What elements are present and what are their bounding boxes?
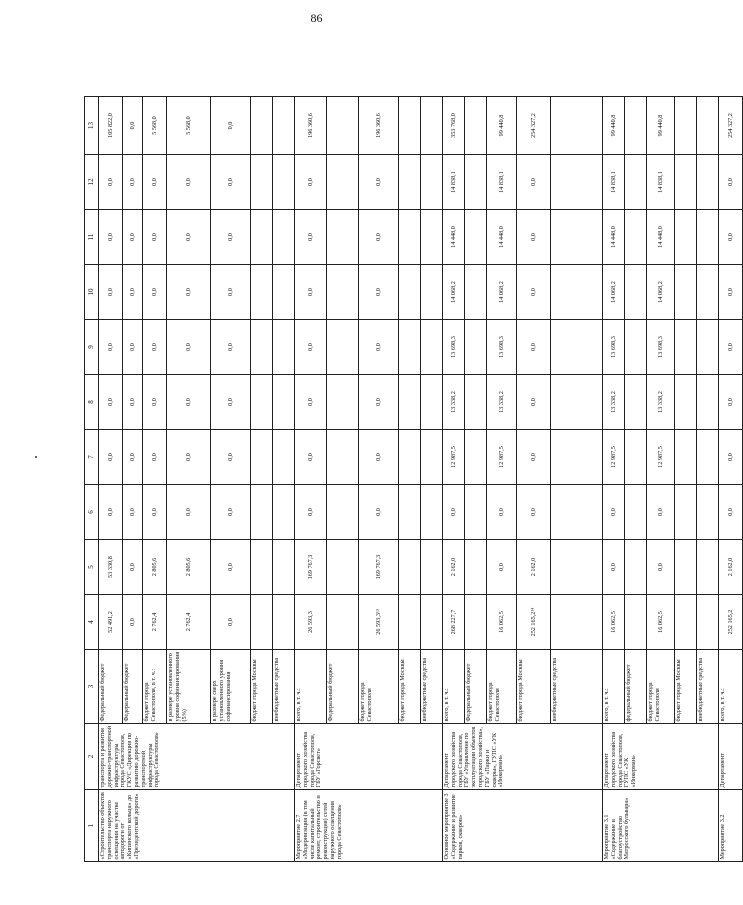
amount-cell: 5 568,0 <box>167 97 211 155</box>
amount-cell: 0,0 <box>211 97 251 155</box>
amount-cell <box>625 320 647 375</box>
amount-cell: 254 327,2 <box>517 97 551 155</box>
amount-cell: 12 987,5 <box>603 430 625 485</box>
amount-cell: 16 062,5 <box>603 595 625 650</box>
amount-cell: 0,0 <box>295 485 327 540</box>
amount-cell: 252 165,2 <box>719 595 743 650</box>
amount-cell: 0,0 <box>143 485 167 540</box>
amount-cell: 0,0 <box>487 540 517 595</box>
amount-cell <box>697 265 719 320</box>
amount-cell <box>551 155 603 210</box>
amount-cell: 16 062,5 <box>647 595 675 650</box>
amount-cell: 52 491,2 <box>99 595 123 650</box>
amount-cell <box>327 375 359 430</box>
amount-cell <box>625 155 647 210</box>
amount-cell: 0,0 <box>487 485 517 540</box>
amount-cell <box>465 430 487 485</box>
amount-cell <box>273 540 295 595</box>
amount-cell <box>273 265 295 320</box>
header-row <box>85 97 99 862</box>
amount-cell <box>551 485 603 540</box>
amount-cell <box>675 595 697 650</box>
amount-cell <box>675 320 697 375</box>
amount-cell: 0,0 <box>99 485 123 540</box>
amount-cell: 0,0 <box>517 265 551 320</box>
responsible-party-cell: Департамент городского хозяйства города Севастополя, ГБУ «Горсвет» <box>295 724 443 790</box>
amount-cell: 0,0 <box>211 210 251 265</box>
amount-cell <box>697 595 719 650</box>
amount-cell <box>697 430 719 485</box>
activity-name-cell: «Строительство объектов транспорта наружного освещения на участке автодороги от «Кипинского кольца» до «Президентской дороги» <box>99 790 295 862</box>
amount-cell <box>675 210 697 265</box>
amount-cell <box>251 430 273 485</box>
amount-cell <box>697 97 719 155</box>
amount-cell: 0,0 <box>517 485 551 540</box>
funding-source-cell: бюджет города Москвы <box>251 650 273 724</box>
funding-source-cell: федеральный бюджет <box>625 650 647 724</box>
funding-source-cell: бюджет города Севастополя <box>359 650 399 724</box>
header-cell: 1 <box>85 790 99 862</box>
amount-cell <box>327 320 359 375</box>
amount-cell: 0,0 <box>123 375 143 430</box>
amount-cell: 0,0 <box>295 265 327 320</box>
amount-cell: 0,0 <box>719 375 743 430</box>
amount-cell <box>421 595 443 650</box>
amount-cell: 13 698,3 <box>647 320 675 375</box>
header-cell: 7 <box>85 430 99 485</box>
amount-cell: 254 327,2 <box>719 97 743 155</box>
amount-cell: 14 838,1 <box>487 155 517 210</box>
funding-source-cell: Федеральный бюджет <box>327 650 359 724</box>
amount-cell <box>251 375 273 430</box>
amount-cell: 0,0 <box>295 210 327 265</box>
amount-cell: 2 805,6 <box>143 540 167 595</box>
amount-cell: 0,0 <box>647 540 675 595</box>
amount-cell <box>551 97 603 155</box>
funding-source-cell: всего, в т. ч.: <box>295 650 327 724</box>
header-cell: 13 <box>85 97 99 155</box>
amount-cell: 0,0 <box>719 320 743 375</box>
amount-cell <box>251 320 273 375</box>
amount-cell <box>675 485 697 540</box>
funding-source-cell: внебюджетные средства <box>421 650 443 724</box>
scan-speck <box>35 456 37 458</box>
amount-cell <box>551 265 603 320</box>
funding-source-cell: бюджет города Москвы <box>517 650 551 724</box>
activity-name-cell: Мероприятие 3.1 «Содержание и благоустройство Матросского бульвара» <box>603 790 719 862</box>
amount-cell: 99 440,8 <box>603 97 625 155</box>
amount-cell: 16 062,5 <box>487 595 517 650</box>
amount-cell <box>399 97 421 155</box>
amount-cell <box>625 485 647 540</box>
amount-cell <box>465 485 487 540</box>
amount-cell <box>327 97 359 155</box>
amount-cell <box>421 210 443 265</box>
header-cell: 6 <box>85 485 99 540</box>
amount-cell: 0,0 <box>167 210 211 265</box>
amount-cell: 0,0 <box>719 210 743 265</box>
funding-source-cell: внебюджетные средства <box>273 650 295 724</box>
amount-cell <box>625 375 647 430</box>
amount-cell: 2 805,6 <box>167 540 211 595</box>
amount-cell <box>465 540 487 595</box>
amount-cell: 0,0 <box>211 375 251 430</box>
amount-cell: 0,0 <box>143 265 167 320</box>
amount-cell <box>697 375 719 430</box>
funding-source-cell: всего, в т. ч.: <box>443 650 465 724</box>
header-cell: 3 <box>85 650 99 724</box>
amount-cell: 0,0 <box>211 540 251 595</box>
amount-cell: 13 338,2 <box>647 375 675 430</box>
amount-cell <box>273 595 295 650</box>
funding-source-cell: в размере установленного уровня софинансирования (5%) <box>167 650 211 724</box>
funding-source-cell: бюджет города Севастополя, в т. ч.: <box>143 650 167 724</box>
amount-cell: 12 987,5 <box>443 430 465 485</box>
amount-cell <box>273 97 295 155</box>
rotated-table-container <box>84 97 734 862</box>
amount-cell: 0,0 <box>167 430 211 485</box>
responsible-party-cell: Департамент <box>719 724 743 790</box>
amount-cell: 0,0 <box>123 540 143 595</box>
responsible-party-cell: Департамент городского хозяйства города Севастополя, ГУПС «УК «Инкерман» <box>603 724 719 790</box>
amount-cell: 13 338,2 <box>603 375 625 430</box>
amount-cell: 14 068,2 <box>487 265 517 320</box>
amount-cell <box>327 595 359 650</box>
amount-cell: 0,0 <box>211 595 251 650</box>
amount-cell <box>273 375 295 430</box>
amount-cell: 14 068,2 <box>603 265 625 320</box>
amount-cell <box>421 265 443 320</box>
amount-cell <box>421 430 443 485</box>
table-row <box>443 97 465 862</box>
amount-cell: 13 338,2 <box>487 375 517 430</box>
amount-cell: 0,0 <box>211 485 251 540</box>
amount-cell <box>399 320 421 375</box>
budget-table <box>84 96 743 862</box>
amount-cell: 14 838,1 <box>603 155 625 210</box>
amount-cell <box>625 97 647 155</box>
amount-cell <box>465 155 487 210</box>
amount-cell: 0,0 <box>167 265 211 320</box>
amount-cell: 99 440,8 <box>487 97 517 155</box>
amount-cell: 169 767,3 <box>359 540 399 595</box>
amount-cell: 14 448,0 <box>443 210 465 265</box>
amount-cell <box>551 320 603 375</box>
amount-cell <box>675 375 697 430</box>
amount-cell: 268 227,7 <box>443 595 465 650</box>
amount-cell: 0,0 <box>719 155 743 210</box>
amount-cell: 26 593,3 <box>295 595 327 650</box>
amount-cell: 14 448,0 <box>487 210 517 265</box>
amount-cell: 0,0 <box>211 155 251 210</box>
amount-cell: 5 568,0 <box>143 97 167 155</box>
table-body <box>85 97 743 862</box>
amount-cell: 2 762,4 <box>167 595 211 650</box>
amount-cell: 0,0 <box>123 97 143 155</box>
amount-cell <box>697 210 719 265</box>
amount-cell: 0,0 <box>123 485 143 540</box>
amount-cell <box>251 97 273 155</box>
amount-cell: 0,0 <box>123 265 143 320</box>
amount-cell <box>675 155 697 210</box>
amount-cell: 0,0 <box>295 375 327 430</box>
amount-cell <box>465 97 487 155</box>
amount-cell <box>399 485 421 540</box>
amount-cell <box>697 485 719 540</box>
amount-cell <box>465 595 487 650</box>
amount-cell: 0,0 <box>99 320 123 375</box>
amount-cell <box>421 320 443 375</box>
amount-cell <box>327 155 359 210</box>
amount-cell: 0,0 <box>517 210 551 265</box>
amount-cell: 0,0 <box>211 430 251 485</box>
amount-cell <box>421 485 443 540</box>
amount-cell: 14 448,0 <box>647 210 675 265</box>
amount-cell: 0,0 <box>295 320 327 375</box>
amount-cell: 0,0 <box>211 265 251 320</box>
amount-cell: 53 330,8 <box>99 540 123 595</box>
header-cell: 9 <box>85 320 99 375</box>
amount-cell <box>675 97 697 155</box>
funding-source-cell: в размере сверх установленного уровня софинансирования <box>211 650 251 724</box>
amount-cell: 0,0 <box>359 430 399 485</box>
amount-cell <box>251 155 273 210</box>
amount-cell: 0,0 <box>99 375 123 430</box>
header-cell: 2 <box>85 724 99 790</box>
amount-cell: 0,0 <box>123 320 143 375</box>
funding-source-cell: всего, в т. ч.: <box>603 650 625 724</box>
amount-cell <box>399 155 421 210</box>
amount-cell <box>399 430 421 485</box>
amount-cell: 0,0 <box>359 155 399 210</box>
amount-cell: 2 162,0 <box>517 540 551 595</box>
amount-cell: 0,0 <box>517 430 551 485</box>
amount-cell <box>551 210 603 265</box>
amount-cell <box>697 155 719 210</box>
amount-cell: 14 068,2 <box>647 265 675 320</box>
table-row <box>603 97 625 862</box>
amount-cell <box>421 375 443 430</box>
amount-cell: 0,0 <box>295 155 327 210</box>
amount-cell: 0,0 <box>603 540 625 595</box>
amount-cell <box>251 485 273 540</box>
activity-name-cell: Мероприятие 3.2 <box>719 790 743 862</box>
funding-source-cell: Федеральный бюджет <box>99 650 123 724</box>
amount-cell: 13 698,3 <box>443 320 465 375</box>
amount-cell <box>399 540 421 595</box>
amount-cell <box>251 210 273 265</box>
amount-cell: 14 448,0 <box>603 210 625 265</box>
amount-cell <box>273 210 295 265</box>
amount-cell: 13 698,3 <box>487 320 517 375</box>
header-cell: 8 <box>85 375 99 430</box>
amount-cell <box>327 210 359 265</box>
header-cell: 4 <box>85 595 99 650</box>
amount-cell <box>399 375 421 430</box>
amount-cell: 0,0 <box>603 485 625 540</box>
amount-cell: 196 360,6 <box>295 97 327 155</box>
amount-cell: 12 987,5 <box>487 430 517 485</box>
amount-cell <box>399 265 421 320</box>
amount-cell: 0,0 <box>143 210 167 265</box>
amount-cell <box>697 320 719 375</box>
page-number: 86 <box>310 11 323 25</box>
amount-cell: 353 768,0 <box>443 97 465 155</box>
header-cell: 12 <box>85 155 99 210</box>
funding-source-cell: бюджет города Москвы <box>399 650 421 724</box>
amount-cell: 2 162,0 <box>443 540 465 595</box>
responsible-party-cell: транспорта и развития дорожно-транспортной инфраструктуры города Севастополя, ГКУС «Дирекция по развитию дорожно-транспортной инфраструктуры города Севастополя» <box>99 724 295 790</box>
funding-source-cell: Федеральный бюджет <box>465 650 487 724</box>
amount-cell <box>421 155 443 210</box>
amount-cell: 99 440,8 <box>647 97 675 155</box>
responsible-party-cell: Департамент городского хозяйства города Севастополя, ГБУ «Управление по эксплуатации объектов городского хозяйства», ГБУ «Парки и скверы», ГУПС «УК «Инкерман» <box>443 724 603 790</box>
amount-cell <box>273 430 295 485</box>
table-row <box>295 97 327 862</box>
amount-cell: 0,0 <box>123 430 143 485</box>
amount-cell: 26 593,3¹³ <box>359 595 399 650</box>
amount-cell <box>625 265 647 320</box>
funding-source-cell: внебюджетные средства <box>697 650 719 724</box>
amount-cell: 0,0 <box>99 430 123 485</box>
amount-cell: 13 338,2 <box>443 375 465 430</box>
amount-cell <box>273 485 295 540</box>
amount-cell: 0,0 <box>123 595 143 650</box>
amount-cell <box>421 97 443 155</box>
amount-cell: 0,0 <box>517 320 551 375</box>
funding-source-cell: внебюджетные средства <box>551 650 603 724</box>
activity-name-cell: Мероприятие 2.7 «Модернизация (в том числе капитальный ремонт, строительство и реконструкция) сетей наружного освещения города Севастополя» <box>295 790 443 862</box>
amount-cell <box>251 595 273 650</box>
amount-cell <box>551 595 603 650</box>
amount-cell: 0,0 <box>719 265 743 320</box>
amount-cell: 0,0 <box>359 375 399 430</box>
amount-cell <box>327 485 359 540</box>
amount-cell <box>697 540 719 595</box>
amount-cell <box>551 375 603 430</box>
amount-cell: 0,0 <box>143 155 167 210</box>
amount-cell: 0,0 <box>517 375 551 430</box>
amount-cell: 0,0 <box>99 155 123 210</box>
funding-source-cell: бюджет города Москвы <box>675 650 697 724</box>
amount-cell: 12 987,5 <box>647 430 675 485</box>
amount-cell <box>551 430 603 485</box>
amount-cell <box>625 595 647 650</box>
amount-cell <box>465 375 487 430</box>
amount-cell: 0,0 <box>123 210 143 265</box>
amount-cell: 0,0 <box>143 375 167 430</box>
amount-cell <box>465 265 487 320</box>
amount-cell: 0,0 <box>211 320 251 375</box>
amount-cell: 0,0 <box>167 155 211 210</box>
funding-source-cell: Федеральный бюджет <box>123 650 143 724</box>
amount-cell <box>421 540 443 595</box>
amount-cell: 14 838,1 <box>647 155 675 210</box>
amount-cell: 0,0 <box>719 430 743 485</box>
amount-cell <box>551 540 603 595</box>
amount-cell <box>465 210 487 265</box>
amount-cell <box>251 265 273 320</box>
table-row <box>99 97 123 862</box>
amount-cell <box>327 540 359 595</box>
amount-cell: 0,0 <box>719 485 743 540</box>
header-cell: 5 <box>85 540 99 595</box>
amount-cell <box>327 430 359 485</box>
amount-cell <box>625 430 647 485</box>
amount-cell <box>675 430 697 485</box>
amount-cell: 252 165,2¹⁴ <box>517 595 551 650</box>
amount-cell: 14 838,1 <box>443 155 465 210</box>
amount-cell: 0,0 <box>359 485 399 540</box>
header-cell: 11 <box>85 210 99 265</box>
funding-source-cell: бюджет города Севастополя <box>647 650 675 724</box>
amount-cell: 0,0 <box>359 210 399 265</box>
amount-cell <box>465 320 487 375</box>
amount-cell: 0,0 <box>99 265 123 320</box>
table-row <box>719 97 743 862</box>
amount-cell: 2 762,4 <box>143 595 167 650</box>
funding-source-cell: бюджет города Севастополя <box>487 650 517 724</box>
amount-cell <box>273 320 295 375</box>
amount-cell: 0,0 <box>123 155 143 210</box>
activity-name-cell: Основное мероприятие 3 «Содержание и развитие парков, скверов» <box>443 790 603 862</box>
amount-cell: 0,0 <box>647 485 675 540</box>
amount-cell: 0,0 <box>99 210 123 265</box>
amount-cell <box>399 210 421 265</box>
amount-cell <box>327 265 359 320</box>
amount-cell <box>675 540 697 595</box>
amount-cell: 2 162,0 <box>719 540 743 595</box>
header-cell: 10 <box>85 265 99 320</box>
amount-cell: 0,0 <box>359 320 399 375</box>
amount-cell <box>273 155 295 210</box>
amount-cell: 0,0 <box>143 430 167 485</box>
amount-cell: 169 767,3 <box>295 540 327 595</box>
amount-cell <box>251 540 273 595</box>
amount-cell: 0,0 <box>295 430 327 485</box>
amount-cell: 0,0 <box>167 375 211 430</box>
amount-cell <box>625 540 647 595</box>
amount-cell <box>675 265 697 320</box>
amount-cell: 0,0 <box>443 485 465 540</box>
amount-cell: 0,0 <box>517 155 551 210</box>
amount-cell <box>625 210 647 265</box>
funding-source-cell: всего, в т. ч.: <box>719 650 743 724</box>
amount-cell: 0,0 <box>167 320 211 375</box>
amount-cell: 0,0 <box>143 320 167 375</box>
amount-cell: 0,0 <box>359 265 399 320</box>
amount-cell: 196 360,6 <box>359 97 399 155</box>
amount-cell: 105 822,0 <box>99 97 123 155</box>
amount-cell: 14 068,2 <box>443 265 465 320</box>
amount-cell: 0,0 <box>167 485 211 540</box>
amount-cell <box>399 595 421 650</box>
amount-cell: 13 698,3 <box>603 320 625 375</box>
